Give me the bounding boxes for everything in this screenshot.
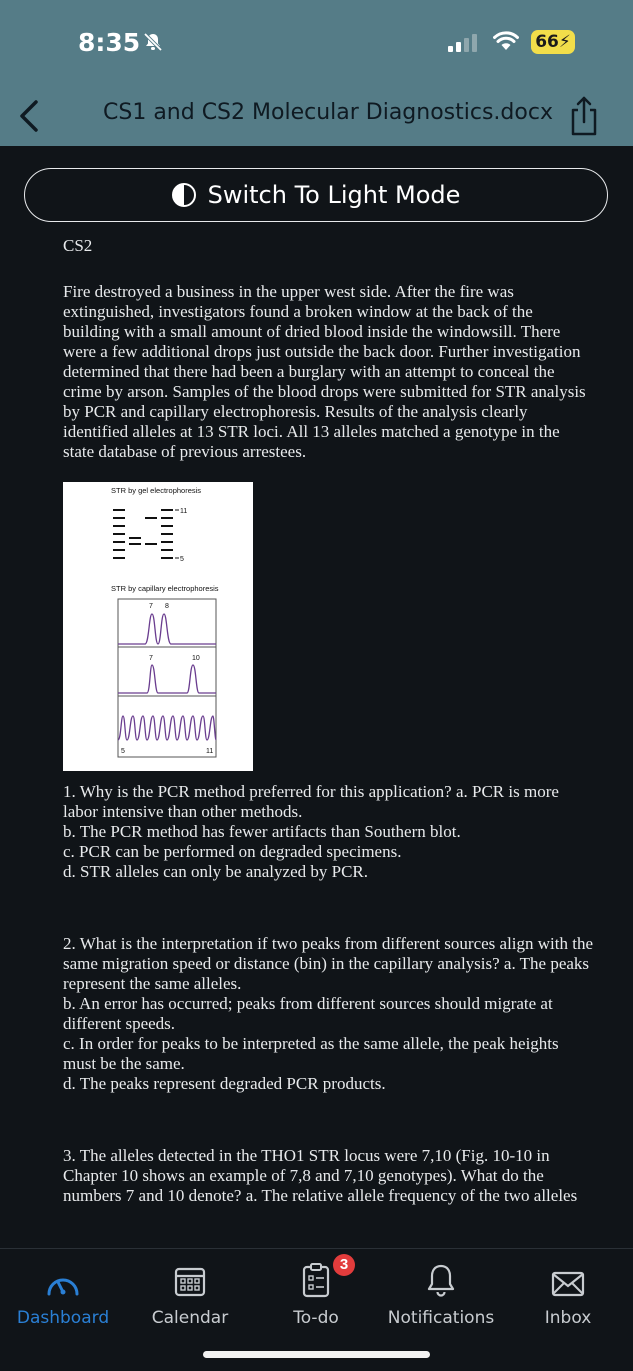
bell-icon — [425, 1262, 457, 1298]
inbox-icon — [551, 1270, 585, 1298]
status-bar — [0, 0, 633, 90]
question-2-option-c: c. In order for peaks to be interpreted as the same allele, the peak heights must be the same. — [63, 1034, 559, 1073]
tab-inbox[interactable] — [508, 1260, 628, 1328]
question-2-stem: 2. What is the interpretation if two peaks from different sources align with the same migration speed or distance (bin) in the capillary analysis? a. The peaks represent the same alleles. — [63, 934, 594, 993]
gel-electrophoresis-label: STR by gel electrophoresis — [111, 486, 202, 495]
todo-count-badge: 3 — [333, 1254, 355, 1276]
capillary-electrophoresis-label: STR by capillary electrophoresis — [111, 584, 219, 593]
trace1-label-8: 8 — [165, 603, 169, 610]
signal-icon — [448, 34, 482, 52]
section-heading: CS2 — [63, 236, 93, 255]
battery-indicator — [531, 30, 575, 54]
tab-calendar-label: Calendar — [151, 1308, 229, 1328]
question-1-option-c: c. PCR can be performed on degraded specimens. — [63, 842, 402, 861]
question-1 — [63, 782, 593, 882]
battery-level: 66 — [535, 32, 559, 52]
trace3-label-11: 11 — [206, 748, 214, 755]
question-3 — [63, 1146, 593, 1206]
tab-dashboard-label: Dashboard — [16, 1308, 110, 1328]
charging-icon: ⚡ — [558, 32, 571, 52]
document-content — [63, 236, 593, 1258]
wifi-icon — [493, 31, 519, 51]
question-2-option-b: b. An error has occurred; peaks from different sources should migrate at different speeds. — [63, 994, 553, 1033]
trace2-label-7: 7 — [149, 655, 153, 662]
dashboard-icon — [45, 1268, 81, 1298]
question-1-option-b: b. The PCR method has fewer artifacts than Southern blot. — [63, 822, 461, 841]
gel-mark-top: 11 — [180, 508, 188, 515]
document-title: CS1 and CS2 Molecular Diagnostics.docx — [103, 100, 553, 125]
home-indicator[interactable] — [203, 1351, 430, 1358]
trace3-ladder-peaks — [118, 716, 216, 740]
tab-inbox-label: Inbox — [544, 1308, 592, 1328]
tab-todo-label: To-do — [293, 1308, 339, 1328]
tab-bar-divider — [0, 1248, 633, 1249]
tab-todo[interactable] — [256, 1260, 376, 1328]
trace2-peaks — [118, 665, 216, 693]
switch-light-mode-label: Switch To Light Mode — [207, 181, 461, 209]
case-description: Fire destroyed a business in the upper west side. After the fire was extinguished, investigators found a broken window at the back of the building with a small amount of dried blood inside the windowsill. There were a few additional drops just outside the back door. Further investigation determined that there had been a burglary with an attempt to conceal the crime by arson. Samples of the blood drops were submitted for STR analysis by PCR and capillary electrophoresis. Results of the analysis clearly identified alleles at 13 STR loci. All 13 alleles matched a genotype in the state database of previous arrestees. — [63, 282, 586, 461]
trace1-label-7: 7 — [149, 603, 153, 610]
nav-bar — [0, 90, 633, 146]
tab-notifications-label: Notifications — [387, 1308, 495, 1328]
calendar-icon — [173, 1264, 207, 1298]
str-figure — [63, 482, 253, 771]
trace1-peaks — [118, 614, 216, 644]
question-2 — [63, 934, 593, 1094]
trace3-label-5: 5 — [121, 748, 125, 755]
switch-light-mode-button[interactable] — [24, 168, 608, 222]
question-3-stem: 3. The alleles detected in the THO1 STR locus were 7,10 (Fig. 10-10 in Chapter 10 shows an example of 7,8 and 7,10 genotypes). What do the numbers 7 and 10 denote? a. The relative allele frequency of the two alleles — [63, 1146, 578, 1205]
status-time: 8:35 — [78, 28, 141, 57]
contrast-icon — [172, 183, 196, 207]
tab-dashboard[interactable] — [3, 1260, 123, 1328]
back-chevron-icon[interactable] — [16, 96, 46, 136]
gel-bands — [113, 510, 173, 558]
question-1-stem: 1. Why is the PCR method preferred for this application? a. PCR is more labor intensive than other methods. — [63, 782, 559, 821]
tab-calendar[interactable] — [130, 1260, 250, 1328]
tab-notifications[interactable] — [381, 1260, 501, 1328]
gel-mark-bottom: 5 — [180, 556, 184, 563]
todo-icon — [301, 1262, 331, 1298]
silent-bell-icon — [142, 31, 164, 53]
question-2-option-d: d. The peaks represent degraded PCR products. — [63, 1074, 386, 1093]
str-figure-graphic — [63, 482, 253, 771]
question-1-option-d: d. STR alleles can only be analyzed by PCR. — [63, 862, 368, 881]
trace2-label-10: 10 — [192, 655, 200, 662]
share-icon[interactable] — [568, 94, 600, 138]
